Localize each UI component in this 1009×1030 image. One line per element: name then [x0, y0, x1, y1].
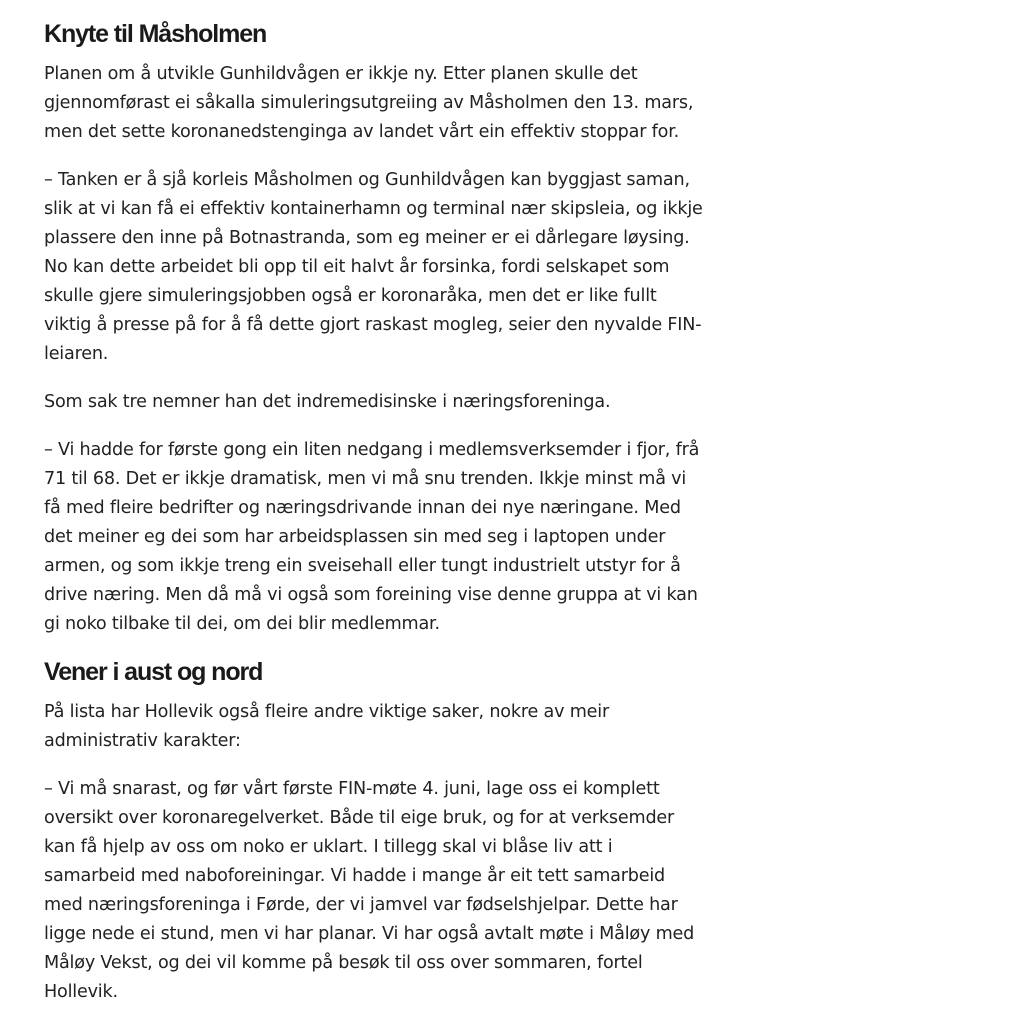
article-body — [44, 14, 704, 1026]
paragraph: Som sak tre nemner han det indremedisinske i næringsforeninga. — [44, 392, 611, 412]
quote-paragraph: – Tanken er å sjå korleis Måsholmen og Gunhildvågen kan byggjast saman, slik at vi kan få ei effektiv kontainerhamn og terminal nær skipsleia, og ikkje plassere den inne på Botnastranda, som eg meiner er ei dårlegare løysing. No kan dette arbeidet bli opp til eit halvt år forsinka, fordi selskapet som skulle gjere simuleringsjobben også er koronaråka, men det er like fullt viktig å presse på for å få dette gjort raskast mogleg, seier den nyvalde FIN-leiaren. — [44, 170, 703, 364]
quote-paragraph: – Vi må snarast, og før vårt første FIN-møte 4. juni, lage oss ei komplett oversikt over koronaregelverket. Både til eige bruk, og for at verksemder kan få hjelp av oss om noko er uklart. I tillegg skal vi blåse liv att i samarbeid med naboforeiningar. Vi hadde i mange år eit tett samarbeid med næringsforeninga i Førde, der vi jamvel var fødselshjelpar. Dette har ligge nede ei stund, men vi har planar. Vi har også avtalt møte i Måløy med Måløy Vekst, og dei vil komme på besøk til oss over sommaren, fortel Hollevik. — [44, 779, 695, 1002]
section-heading-vener: Vener i aust og nord — [44, 658, 263, 686]
paragraph: Planen om å utvikle Gunhildvågen er ikkje ny. Etter planen skulle det gjennomførast ei såkalla simuleringsutgreiing av Måsholmen den 13. mars, men det sette koronanedstenginga av landet vårt ein effektiv stoppar for. — [44, 64, 694, 142]
section-heading-knyte: Knyte til Måsholmen — [44, 20, 267, 48]
paragraph: På lista har Hollevik også fleire andre viktige saker, nokre av meir administrativ karakter: — [44, 702, 609, 751]
quote-paragraph: – Vi hadde for første gong ein liten nedgang i medlemsverksemder i fjor, frå 71 til 68. Det er ikkje dramatisk, men vi må snu trenden. Ikkje minst må vi få med fleire bedrifter og næringsdrivande innan dei nye næringane. Med det meiner eg dei som har arbeidsplassen sin med seg i laptopen under armen, og som ikkje treng ein sveisehall eller tungt industrielt utstyr for å drive næring. Men då må vi også som foreining vise denne gruppa at vi kan gi noko tilbake til dei, om dei blir medlemmar. — [44, 440, 700, 634]
